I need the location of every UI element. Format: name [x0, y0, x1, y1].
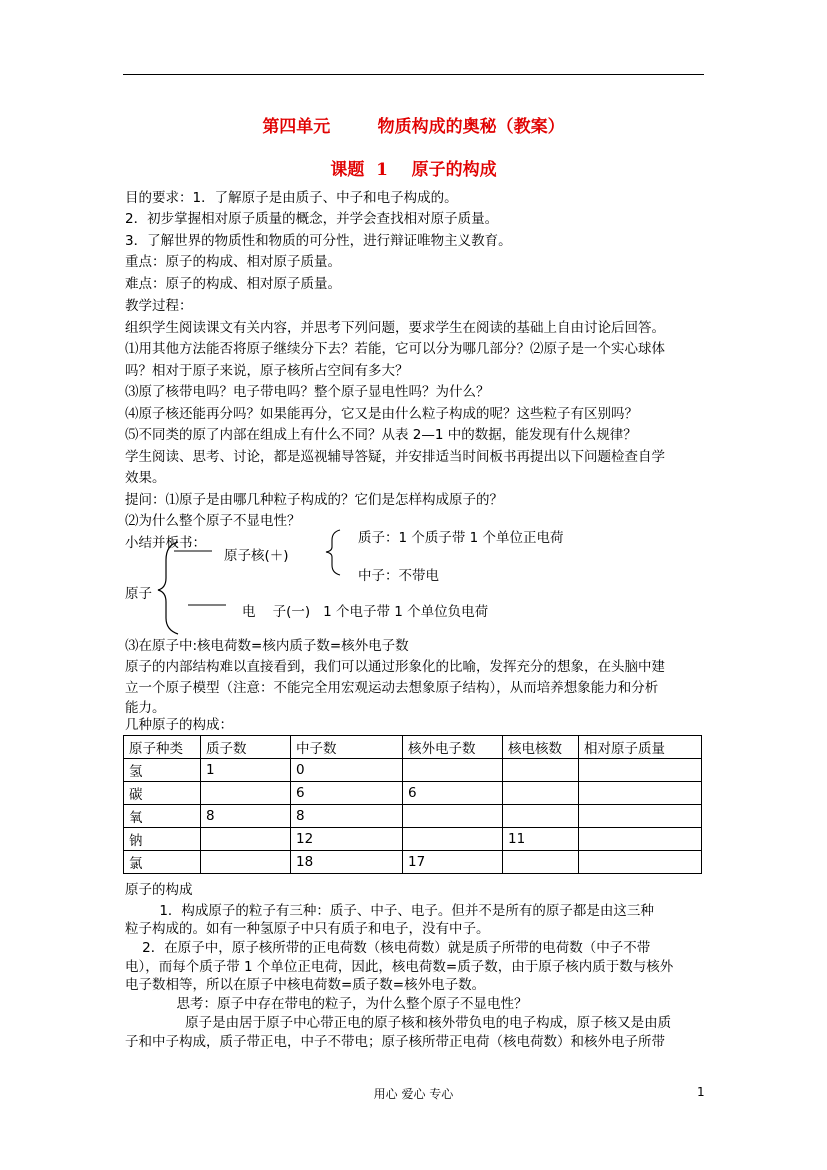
text-line: 吗？相对于原子来说，原子核所占空间有多大？: [125, 363, 409, 379]
table-header: 核外电子数: [403, 736, 503, 759]
text-line: 立一个原子模型（注意：不能完全用宏观运动去想象原子结构），从而培养想象能力和分析: [125, 680, 659, 696]
table-cell: 8: [201, 805, 291, 828]
text-line: 提问：⑴原子是由哪几种粒子构成的？它们是怎样构成原子的？: [125, 492, 503, 508]
proton-label: 质子：1 个质子带 1 个单位正电荷: [358, 530, 564, 546]
text-line: ⑵为什么整个原子不显电性？: [125, 513, 301, 529]
text-line: ⑴用其他方法能否将原子继续分下去？若能，它可以分为哪几部分？⑵原子是一个实心球体: [125, 341, 665, 357]
table-row: [124, 759, 702, 782]
nucleus-label: 原子核(＋): [224, 548, 289, 564]
table-cell: [503, 805, 579, 828]
table-row: [124, 805, 702, 828]
table-cell: [503, 782, 579, 805]
table-header: 核电核数: [503, 736, 579, 759]
document-title: 第四单元 物质构成的奥秘（教案）: [262, 117, 565, 137]
table-cell: 0: [291, 759, 403, 782]
table-cell: [579, 805, 702, 828]
table-cell: [579, 851, 702, 874]
text-line: 2．初步掌握相对原子质量的概念，并学会查找相对原子质量。: [125, 211, 499, 227]
atom-label: 原子: [125, 586, 152, 602]
table-cell: 氧: [124, 805, 201, 828]
text-line: 教学过程：: [125, 298, 193, 314]
text-line: 几种原子的构成：: [125, 717, 233, 733]
page-number: 1: [697, 1085, 705, 1099]
atom-composition-table: [123, 735, 702, 874]
table-cell: [201, 828, 291, 851]
lesson-title: 课题 1 原子的构成: [330, 160, 497, 180]
table-cell: [579, 759, 702, 782]
table-row: [124, 782, 702, 805]
text-line: 难点：原子的构成、相对原子质量。: [125, 276, 341, 292]
table-cell: 6: [403, 782, 503, 805]
table-cell: 12: [291, 828, 403, 851]
table-cell: 17: [403, 851, 503, 874]
table-cell: 1: [201, 759, 291, 782]
text-line: 2．在原子中，原子核所带的正电荷数（核电荷数）就是质子所带的电荷数（中子不带: [125, 940, 651, 956]
table-cell: 碳: [124, 782, 201, 805]
text-line: 原子的内部结构难以直接看到，我们可以通过形象化的比喻，发挥充分的想象，在头脑中建: [125, 659, 665, 675]
table-cell: 18: [291, 851, 403, 874]
text-line: ⑷原子核还能再分吗？如果能再分，它又是由什么粒子构成的呢？这些粒子有区别吗？: [125, 406, 638, 422]
table-header: 相对原子质量: [579, 736, 702, 759]
text-line: 粒子构成的。如有一种氢原子中只有质子和电子，没有中子。: [125, 921, 490, 937]
text-line: ⑶在原子中:核电荷数=核内质子数=核外电子数: [125, 638, 409, 654]
text-line: 电），而每个质子带 1 个单位正电荷，因此，核电荷数=质子数，由于原子核内质于数与核外: [125, 959, 674, 975]
table-cell: [201, 782, 291, 805]
table-row: [124, 851, 702, 874]
text-line: 子和中子构成，质子带正电，中子不带电；原子核所带正电荷（核电荷数）和核外电子所带: [125, 1034, 665, 1050]
table-cell: [403, 805, 503, 828]
table-cell: [403, 759, 503, 782]
text-line: 组织学生阅读课文有关内容，并思考下列问题，要求学生在阅读的基础上自由讨论后回答。: [125, 320, 665, 336]
table-cell: [579, 782, 702, 805]
table-cell: 11: [503, 828, 579, 851]
text-line: ⑶原了核带电吗？电子带电吗？整个原子显电性吗？为什么？: [125, 384, 490, 400]
text-line: 电子数相等，所以在原子中核电荷数=质子数=核外电子数。: [125, 977, 486, 993]
text-line: 思考：原子中存在带电的粒子，为什么整个原子不显电性？: [125, 996, 528, 1012]
text-line: 效果。: [125, 470, 166, 486]
text-line: 重点：原子的构成、相对原子质量。: [125, 254, 341, 270]
text-line: 小结并板书：: [125, 535, 206, 551]
table-cell: 氯: [124, 851, 201, 874]
table-cell: 氢: [124, 759, 201, 782]
table-header: 中子数: [291, 736, 403, 759]
text-line: 学生阅读、思考、讨论，都是巡视辅导答疑，并安排适当时间板书再提出以下问题检查自学: [125, 449, 665, 465]
table-cell: [503, 851, 579, 874]
text-line: 1．构成原子的粒子有三种：质子、中子、电子。但并不是所有的原子都是由这三种: [125, 903, 654, 919]
text-line: 目的要求：1．了解原子是由质子、中子和电子构成的。: [125, 190, 458, 206]
table-cell: 钠: [124, 828, 201, 851]
text-line: 原子的构成: [125, 882, 193, 898]
text-line: 能力。: [125, 700, 166, 716]
electron-label: 电 子(一) 1 个电子带 1 个单位负电荷: [242, 604, 489, 620]
table-header: 原子种类: [124, 736, 201, 759]
text-line: 原子是由居于原子中心带正电的原子核和核外带负电的电子构成，原子核又是由质: [125, 1015, 672, 1031]
table-cell: 8: [291, 805, 403, 828]
text-line: ⑸不同类的原了内部在组成上有什么不同？从表 2—1 中的数据，能发现有什么规律？: [125, 427, 637, 443]
table-cell: [579, 828, 702, 851]
table-cell: 6: [291, 782, 403, 805]
neutron-label: 中子：不带电: [358, 568, 439, 584]
table-cell: [403, 828, 503, 851]
table-header: 质子数: [201, 736, 291, 759]
text-line: 3．了解世界的物质性和物质的可分性，进行辩证唯物主义教育。: [125, 233, 512, 249]
footer-motto: 用心 爱心 专心: [373, 1087, 454, 1101]
table-cell: [201, 851, 291, 874]
table-header-row: [124, 736, 702, 759]
table-row: [124, 828, 702, 851]
table-cell: [503, 759, 579, 782]
